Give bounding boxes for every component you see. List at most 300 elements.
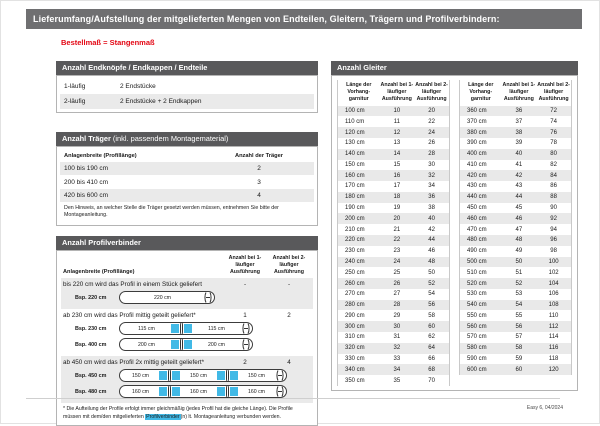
table-row [460,170,572,181]
table-cell: 104 [548,280,559,287]
table-cell: 520 cm [467,280,487,287]
table-row [60,189,314,202]
traeger-header-row [60,150,314,162]
table-row [338,160,450,171]
profile-diagram [119,369,287,382]
table-row [460,321,572,332]
table-row [338,246,450,257]
footnote-highlight: Profilverbinder [146,413,180,420]
table-cell: 340 cm [345,366,365,373]
table-row [460,127,572,138]
pv-col2-header: Anzahl bei 1-läufiger Ausführung [228,255,262,275]
profile-connector-icon [217,385,238,398]
table-row [460,106,572,117]
page-title: Lieferumfang/Aufstellung der mitgelieferten Mengen von Endteilen, Gleitern, Trägern und Profilverbindern: [26,9,582,29]
table-cell: 240 cm [345,258,365,265]
table-cell: 37 [515,118,523,125]
profile-segment: 160 cm [247,388,265,395]
gleiter-col2-header: Anzahl bei 1-läufiger Ausführung [502,82,536,102]
example-label: Bsp. 230 cm [75,325,107,332]
table-row [460,332,572,343]
table-row [460,343,572,354]
profile-diagram [119,338,253,351]
table-cell: 98 [550,248,557,255]
table-cell: 410 cm [467,161,487,168]
table-cell: 190 cm [345,205,365,212]
example-label: Bsp. 480 cm [75,388,107,395]
table-cell: 230 cm [345,248,365,255]
table-cell: 78 [550,140,557,147]
pv-row-ab-230 [61,309,313,356]
table-cell: 120 [548,366,559,373]
table-row [460,289,572,300]
profile-diagram [119,291,215,304]
profile-example-220 [75,291,311,304]
table-cell: 53 [515,291,523,298]
profile-segment: 200 cm [207,341,225,348]
table-cell: 390 cm [467,140,487,147]
table-cell: 92 [550,215,557,222]
table-cell: 360 cm [467,108,487,115]
table-cell: 320 cm [345,345,365,352]
table-cell: 470 cm [467,226,487,233]
table-row [338,343,450,354]
table-cell: 24 [428,129,435,136]
section-header-profilverbinder: Anzahl Profilverbinder [56,236,318,250]
table-cell: 24 [393,258,401,265]
table-cell: 460 cm [467,215,487,222]
traeger-note: Den Hinweis, an welcher Stelle die Träger gesetzt werden müssen, entnehmen Sie bitte der Montageanleitung. [64,205,279,219]
right-column [331,61,578,391]
left-column [56,61,318,426]
table-cell: 110 cm [345,118,365,125]
table-cell: 31 [393,334,401,341]
gleiter-header-row [460,80,572,106]
table-cell: 26 [393,280,401,287]
traeger-col1-header: Anlagenbreite (Profillänge) [64,153,137,159]
table-cell: 550 cm [467,312,487,319]
table-row [60,162,314,175]
table-row [338,267,450,278]
section-header-gleiter: Anzahl Gleiter [331,61,578,75]
table-cell: 120 cm [345,129,365,136]
table-cell: 490 cm [467,248,487,255]
table-row [60,94,314,109]
table-cell: 11 [393,118,400,125]
order-size-note: Bestellmaß = Stangenmaß [61,38,155,47]
table-cell: 26 [428,140,435,147]
table-row [338,181,450,192]
table-cell: 16 [393,172,401,179]
table-cell: 290 cm [345,312,365,319]
table-cell: 400 cm [467,151,487,158]
table-row [460,138,572,149]
table-cell: 48 [428,258,435,265]
table-cell: 25 [393,269,401,276]
profile-example-480 [75,385,311,398]
table-cell: 60 [515,366,523,373]
table-cell: 380 cm [467,129,487,136]
table-row [460,300,572,311]
pv-row-bis-220 [61,278,313,309]
table-cell: 55 [515,312,523,319]
table-row [338,149,450,160]
table-cell: 34 [428,183,435,190]
table-row [338,116,450,127]
table-row [338,213,450,224]
table-cell: 590 cm [467,355,487,362]
gleiter-box [331,75,578,391]
bracket-end-icon [242,339,250,350]
table-cell: 20 [428,108,435,115]
table-cell: 2 Endstücke + 2 Endkappen [116,94,314,109]
table-cell: 72 [550,108,557,115]
table-cell: 74 [550,118,557,125]
bracket-end-icon [276,386,284,397]
profile-connector-icon [171,322,192,335]
pv-row1-value-1laeufig: - [243,281,247,289]
table-cell: 13 [393,140,401,147]
table-cell: 32 [393,345,401,352]
footnote-text: * Die Aufteilung der Profile erfolgt immer gleichmäßig (jedes Profil hat die gleiche Länge). Die Profile müssen mit dem/den mitgelieferten [63,406,293,420]
table-cell: 530 cm [467,291,487,298]
profile-connector-icon [171,338,192,351]
table-cell: 108 [548,302,559,309]
table-cell: 47 [515,226,523,233]
footnote-text: (n) lt. Montageanleitung verbunden werden. [180,413,281,420]
profile-connector-icon [217,369,238,382]
profile-example-230 [75,322,311,335]
table-cell: 280 cm [345,302,365,309]
profile-example-400 [75,338,311,351]
profile-segment: 150 cm [131,372,149,379]
table-cell: 18 [393,194,401,201]
table-cell: 160 cm [345,172,365,179]
traeger-header-normal: (inkl. passendem Montagematerial) [110,134,229,143]
table-row [460,354,572,365]
table-cell: 84 [550,172,557,179]
table-cell: 38 [515,129,523,136]
table-cell: 54 [428,291,435,298]
table-cell: 94 [550,226,557,233]
gleiter-header-row [338,80,450,106]
profile-segment: 220 cm [153,294,171,301]
table-cell: 33 [393,355,401,362]
table-row [338,127,450,138]
table-cell: 580 cm [467,345,487,352]
table-cell: 480 cm [467,237,487,244]
table-cell: 40 [428,215,435,222]
pv-row-ab-450 [61,356,313,403]
table-cell: 46 [428,248,435,255]
table-row [338,257,450,268]
table-cell: 600 cm [467,366,487,373]
table-row [338,310,450,321]
table-cell: 48 [515,237,523,244]
profile-segment: 160 cm [189,388,207,395]
table-cell: 38 [428,205,435,212]
profile-connector-icon [159,385,180,398]
pv-row2-value-2laeufig: 2 [287,312,291,320]
gleiter-table-left [337,80,450,386]
pv-row2-value-1laeufig: 1 [243,312,247,320]
table-cell: 59 [515,355,523,362]
profile-segment: 150 cm [189,372,207,379]
table-cell: 54 [515,302,523,309]
table-cell: 110 [548,312,559,319]
table-cell: 60 [428,323,435,330]
table-cell: 41 [515,161,523,168]
table-cell: 56 [428,302,435,309]
table-cell: 430 cm [467,183,487,190]
table-cell: 2 Endstücke [120,83,156,90]
profile-segment: 200 cm [137,341,155,348]
table-cell: 260 cm [345,280,365,287]
bracket-end-icon [204,292,212,303]
table-cell: 100 [548,258,559,265]
profilverbinder-header-row [61,254,313,278]
table-cell: 310 cm [345,334,365,341]
table-cell: 22 [393,237,401,244]
table-row [460,213,572,224]
gleiter-table-right [459,80,572,375]
profile-example-450 [75,369,311,382]
table-cell: 500 cm [467,258,487,265]
pv-row1-text: bis 220 cm wird das Profil in einem Stück geliefert [63,281,202,289]
table-cell: 62 [428,334,435,341]
table-cell: 106 [548,291,559,298]
table-row [460,203,572,214]
profile-connector-icon [159,369,180,382]
table-cell: 3 [257,178,261,186]
table-cell: 170 cm [345,183,365,190]
gleiter-col1-header: Länge der Vorhang-garnitur [346,82,372,102]
table-row [338,278,450,289]
profile-segment: 160 cm [131,388,149,395]
table-cell: 66 [428,355,435,362]
table-row [338,170,450,181]
table-row [338,203,450,214]
table-cell: 540 cm [467,302,487,309]
table-cell: 58 [515,345,523,352]
table-cell: 52 [515,280,523,287]
table-cell: 570 cm [467,334,487,341]
pv-col1-header: Anlagenbreite (Profillänge) [63,269,135,276]
table-cell: 27 [393,291,401,298]
pv-row3-value-1laeufig: 2 [243,359,247,367]
table-cell: 250 cm [345,269,365,276]
traeger-header-bold: Anzahl Träger [62,134,111,143]
table-row [460,246,572,257]
traeger-table [60,150,314,202]
table-cell: 10 [393,108,401,115]
table-cell: 43 [515,183,523,190]
table-row [460,364,572,375]
table-cell: 2-läufig [60,94,116,109]
table-cell: 200 bis 410 cm [64,178,109,186]
table-cell: 82 [550,161,557,168]
table-cell: 15 [393,161,401,168]
section-header-traeger [56,132,318,146]
table-cell: 180 cm [345,194,365,201]
table-cell: 56 [515,323,523,330]
table-row [460,224,572,235]
footer-divider [26,398,560,399]
table-row [460,235,572,246]
table-cell: 28 [428,151,435,158]
table-cell: 49 [515,248,523,255]
table-row [460,310,572,321]
table-cell: 32 [428,172,435,179]
table-cell: 44 [428,237,435,244]
table-cell: 420 bis 600 cm [60,189,204,202]
profile-diagram [119,385,287,398]
table-cell: 100 cm [345,108,365,115]
table-row [338,106,450,117]
table-cell: 2 [204,162,314,175]
bracket-end-icon [276,370,284,381]
footer-version: Easy 6, 04/2024 [526,405,563,411]
example-label: Bsp. 400 cm [75,341,107,348]
endteile-box [56,75,318,113]
table-cell: 42 [515,172,523,179]
gleiter-col3-header: Anzahl bei 2-läufiger Ausführung [415,82,448,102]
table-row [460,160,572,171]
table-cell: 50 [428,269,435,276]
table-cell: 57 [515,334,523,341]
table-row [460,181,572,192]
table-cell: 86 [550,183,557,190]
pv-col3-header: Anzahl bei 2-läufiger Ausführung [272,255,306,275]
table-cell: 58 [428,312,435,319]
table-row [460,257,572,268]
table-cell: 68 [428,366,435,373]
table-cell: 200 cm [345,215,365,222]
table-cell: 12 [393,129,401,136]
pv-row2-text: ab 230 cm wird das Profil mittig geteilt geliefert* [63,312,196,320]
table-cell: 46 [515,215,523,222]
table-cell: 35 [393,377,401,384]
table-cell: 102 [548,269,559,276]
table-cell: 80 [550,151,557,158]
table-cell: 21 [393,226,401,233]
profile-segment: 150 cm [247,372,265,379]
gleiter-col2-header: Anzahl bei 1-läufiger Ausführung [380,82,414,102]
table-row [338,375,450,386]
table-cell: 440 cm [467,194,487,201]
example-label: Bsp. 450 cm [75,372,107,379]
table-cell: 20 [393,215,401,222]
table-cell: 39 [515,140,523,147]
table-cell: 1-läufig [64,83,86,90]
profile-diagram [119,322,253,335]
pv-row3-text: ab 450 cm wird das Profil 2x mittig geteilt geliefert* [63,359,205,367]
table-row [338,192,450,203]
table-cell: 370 cm [467,118,487,125]
table-cell: 45 [515,205,523,212]
table-cell: 64 [428,345,435,352]
table-row [338,224,450,235]
table-cell: 210 cm [345,226,365,233]
table-cell: 22 [428,118,435,125]
table-cell: 70 [428,377,435,384]
table-cell: 36 [428,194,435,201]
traeger-col2-header: Anzahl der Träger [234,153,284,159]
table-row [60,175,314,188]
table-cell: 150 cm [345,161,365,168]
table-cell: 350 cm [345,377,365,384]
pv-row3-value-2laeufig: 4 [287,359,291,367]
table-cell: 330 cm [345,355,365,362]
table-row [460,149,572,160]
table-cell: 34 [393,366,401,373]
section-header-endteile: Anzahl Endknöpfe / Endkappen / Endteile [56,61,318,75]
table-row [338,364,450,375]
example-label: Bsp. 220 cm [75,294,107,301]
table-cell: 30 [428,161,435,168]
profile-segment: 115 cm [138,325,155,332]
table-cell: 220 cm [345,237,365,244]
table-cell: 100 bis 190 cm [60,162,204,175]
table-cell: 420 cm [467,172,487,179]
table-cell: 118 [548,355,559,362]
gleiter-col1-header: Länge der Vorhang-garnitur [468,82,494,102]
table-cell: 19 [393,205,401,212]
table-cell: 52 [428,280,435,287]
table-row [338,300,450,311]
table-cell: 17 [393,183,401,190]
table-row [460,192,572,203]
table-cell: 44 [515,194,523,201]
bracket-end-icon [242,323,250,334]
table-cell: 76 [550,129,557,136]
endteile-table [60,79,314,109]
table-cell: 130 cm [345,140,365,147]
table-cell: 510 cm [467,269,487,276]
table-cell: 112 [548,323,559,330]
table-cell: 4 [204,189,314,202]
profile-segment: 115 cm [208,325,225,332]
table-cell: 28 [393,302,401,309]
table-row [338,138,450,149]
table-row [338,354,450,365]
table-cell: 30 [393,323,401,330]
pv-row1-value-2laeufig: - [287,281,291,289]
table-row [60,79,314,94]
table-row [338,235,450,246]
table-row [338,289,450,300]
table-cell: 270 cm [345,291,365,298]
traeger-box [56,146,318,226]
table-cell: 90 [550,205,557,212]
profilverbinder-footnote [61,403,313,425]
table-cell: 88 [550,194,557,201]
table-cell: 51 [515,269,523,276]
table-row [460,116,572,127]
table-cell: 116 [548,345,559,352]
table-cell: 14 [393,151,401,158]
table-cell: 40 [515,151,523,158]
table-cell: 114 [548,334,559,341]
profilverbinder-box [56,250,318,425]
table-row [460,267,572,278]
table-cell: 450 cm [467,205,487,212]
table-cell: 300 cm [345,323,365,330]
table-cell: 36 [515,108,523,115]
table-cell: 23 [393,248,401,255]
table-cell: 50 [515,258,523,265]
table-row [460,278,572,289]
